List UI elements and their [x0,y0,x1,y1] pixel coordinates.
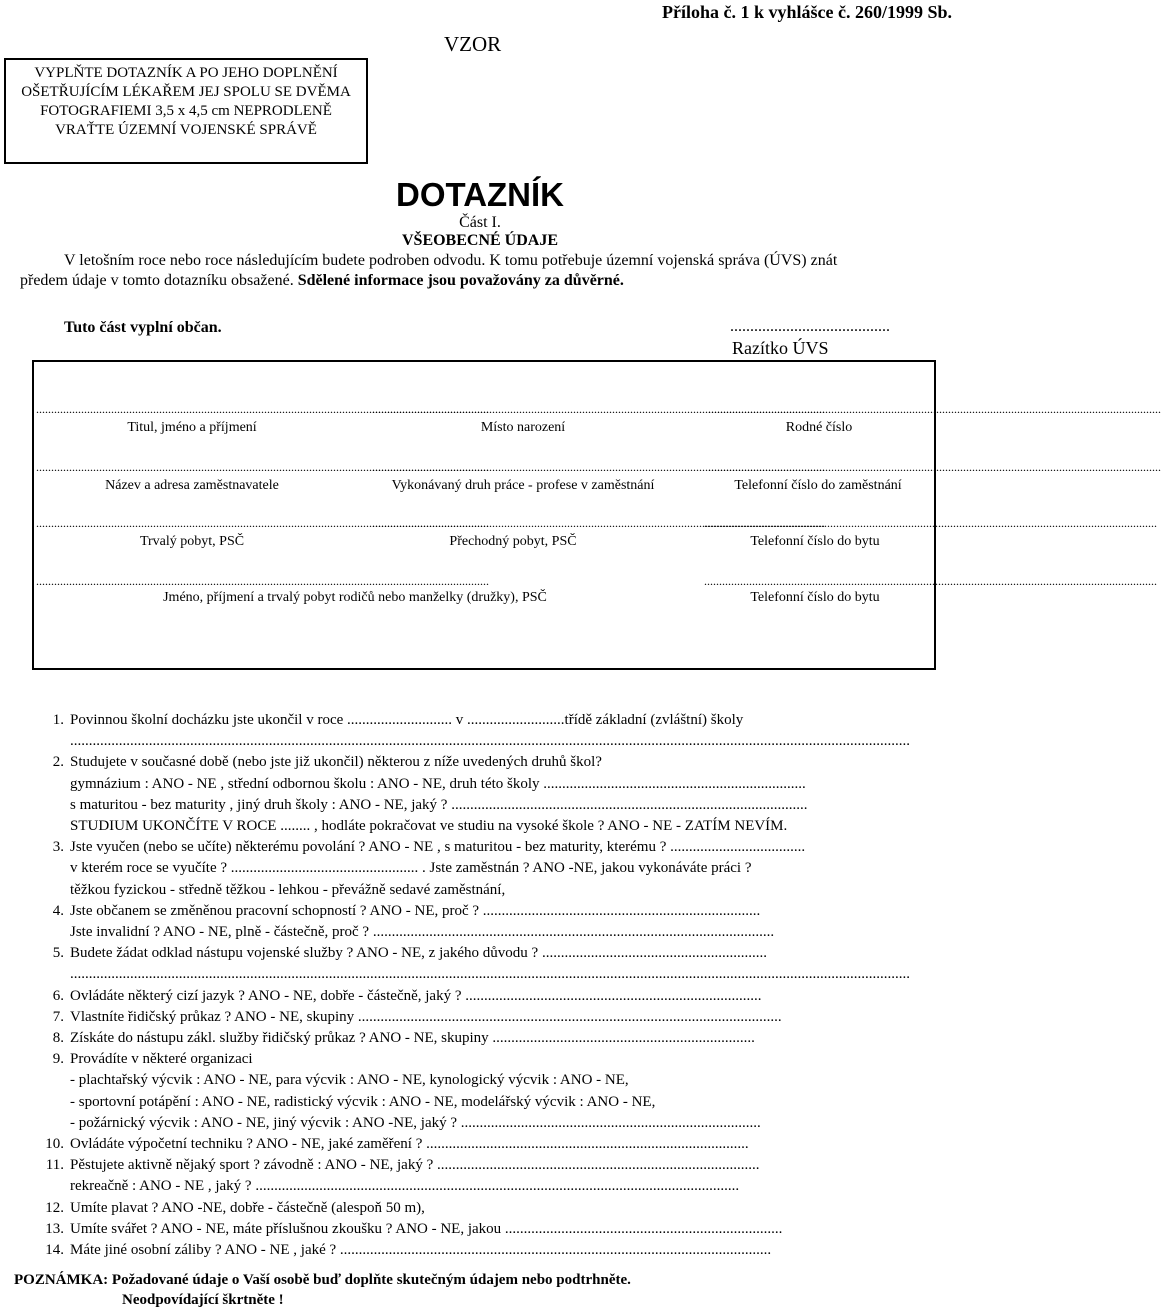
question-number: 7. [52,1008,64,1025]
citizen-fill-note: Tuto část vyplní občan. [64,319,222,336]
field-line[interactable]: ....................................................................................................................................................... [372,516,825,530]
field-line[interactable]: ....................................................................................................................................................... [708,460,1161,474]
question-text[interactable]: Jste vyučen (nebo se učíte) některému povolání ? ANO - NE , s maturitou - bez maturity, kterému ? .................................... [70,839,806,856]
question-text[interactable]: Jste invalidní ? ANO - NE, plně - částečně, proč ? ........................................................................................................... [70,924,775,940]
field-label-profession: Vykonávaný druh práce - profese v zaměstnání [391,478,655,493]
field-line[interactable]: ....................................................................................................................................................... [36,460,489,474]
field-label-work-phone: Telefonní číslo do zaměstnání [734,478,902,493]
question-text[interactable]: Umíte plavat ? ANO -NE, dobře - částečně (alespoň 50 m), [70,1199,425,1216]
instruction-box [4,58,368,164]
stamp-dotted-line: ........................................ [730,318,890,335]
question-text[interactable]: Pěstujete aktivně nějaký sport ? závodně : ANO - NE, jaký ? ...................................................................................... [70,1157,760,1174]
instruction-line: VYPLŇTE DOTAZNÍK A PO JEHO DOPLNĚNÍ [34,65,338,81]
footer-note: POZNÁMKA: Požadované údaje o Vaší osobě buď doplňte skutečným údajem nebo podtrhněte. [14,1272,631,1288]
confidentiality-note: Sdělené informace jsou považovány za důvěrné. [297,272,624,289]
question-text[interactable]: rekreačně : ANO - NE , jaký ? ................................................................................................................................. [70,1178,740,1195]
question-number: 11. [45,1157,64,1174]
question-text[interactable]: Jste občanem se změněnou pracovní schopností ? ANO - NE, proč ? .......................................................................... [70,902,761,919]
question-number: 8. [52,1030,64,1046]
question-number: 9. [52,1051,64,1068]
field-label-name: Titul, jméno a příjmení [127,420,257,435]
question-text[interactable]: Získáte do nástupu zákl. služby řidičský průkaz ? ANO - NE, skupiny ...................................................................... [70,1030,755,1046]
field-label-home-phone-2: Telefonní číslo do bytu [750,590,880,605]
field-line[interactable]: ....................................................................................................................................................... [372,402,825,416]
question-text[interactable]: s maturitou - bez maturity , jiný druh školy : ANO - NE, jaký ? ............................................................................................... [70,796,808,813]
intro-text: V letošním roce nebo roce následujícím budete podroben odvodu. K tomu potřebuje územní vojenská správa (ÚVS) znát [64,252,838,269]
question-text[interactable]: Ovládáte některý cizí jazyk ? ANO - NE, dobře - částečně, jaký ? ............................................................................... [70,987,762,1004]
footer-note-2: Neodpovídající škrtněte ! [122,1292,284,1308]
question-text[interactable]: Povinnou školní docházku jste ukončil v roce ............................ v ..........................třídě základní (zvláštní) školy [70,712,744,728]
question-text[interactable]: - plachtařský výcvik : ANO - NE, para výcvik : ANO - NE, kynologický výcvik : ANO - NE, [70,1072,629,1089]
part-label: Část I. [459,214,501,231]
question-text[interactable]: STUDIUM UKONČÍTE V ROCE ........ , hodláte pokračovat ve studiu na vysoké škole ? ANO - NE - ZATÍM NEVÍM. [70,818,788,834]
field-line[interactable]: ....................................................................................................................................................... [704,574,1157,588]
question-number: 13. [45,1220,64,1237]
question-text[interactable]: - požárnický výcvik : ANO - NE, jiný výcvik : ANO -NE, jaký ? ................................................................................ [70,1114,761,1131]
question-text[interactable]: těžkou fyzickou - středně těžkou - lehkou - převážně sedavé zaměstnání, [70,881,506,898]
field-label-parents: Jméno, příjmení a trvalý pobyt rodičů nebo manželky (družky), PSČ [163,590,547,605]
field-line[interactable]: ....................................................................................................................................................... [704,516,1157,530]
field-line[interactable]: ....................................................................................................................................................... [36,574,489,588]
intro-text-plain: předem údaje v tomto dotazníku obsažené. [20,272,298,289]
intro-text-2 [20,272,624,290]
field-label-birth-number: Rodné číslo [785,420,853,435]
question-text[interactable]: Provádíte v některé organizaci [70,1051,253,1068]
annex-reference: Příloha č. 1 k vyhlášce č. 260/1999 Sb. [661,2,952,22]
question-text[interactable]: ................................................................................................................................................................................................................................ [70,733,910,750]
question-number: 12. [45,1199,64,1216]
question-text[interactable]: Budete žádat odklad nástupu vojenské služby ? ANO - NE, z jakého důvodu ? ............................................................ [70,945,767,962]
question-text[interactable]: Vlastníte řidičský průkaz ? ANO - NE, skupiny ................................................................................................................. [70,1008,782,1025]
field-label-birthplace: Místo narození [480,420,566,435]
question-number: 4. [52,902,64,919]
document-title: DOTAZNÍK [395,176,565,213]
question-text[interactable]: Umíte svářet ? ANO - NE, máte příslušnou zkoušku ? ANO - NE, jakou .......................................................................... [70,1220,783,1237]
section-heading: VŠEOBECNÉ ÚDAJE [401,232,559,249]
instruction-line: FOTOGRAFIEMI 3,5 x 4,5 cm NEPRODLENĚ [40,103,332,119]
instruction-line: OŠETŘUJÍCÍM LÉKAŘEM JEJ SPOLU SE DVĚMA [21,84,351,100]
field-label-employer: Název a adresa zaměstnavatele [105,478,279,493]
question-text[interactable]: Máte jiné osobní záliby ? ANO - NE , jaké ? ................................................................................................................... [70,1242,772,1258]
field-line[interactable]: ....................................................................................................................................................... [36,516,489,530]
field-label-temporary-address: Přechodný pobyt, PSČ [449,534,577,549]
field-line[interactable]: ....................................................................................................................................................... [36,402,489,416]
question-number: 5. [52,945,64,962]
question-text[interactable]: v kterém roce se vyučíte ? .................................................. . Jste zaměstnán ? ANO -NE, jakou vykonáváte práci ? [70,860,752,877]
question-text[interactable]: Studujete v současné době (nebo jste již ukončil) některou z níže uvedených druhů škol? [70,754,602,771]
question-number: 2. [52,754,64,771]
question-text[interactable]: Ovládáte výpočetní techniku ? ANO - NE, jaké zaměření ? ...................................................................................... [70,1136,749,1152]
question-text[interactable]: gymnázium : ANO - NE , střední odbornou školu : ANO - NE, druh této školy ...................................................................... [70,775,806,792]
question-text[interactable]: - sportovní potápění : ANO - NE, radistický výcvik : ANO - NE, modelářský výcvik : ANO - NE, [70,1093,656,1110]
field-line[interactable]: ....................................................................................................................................................... [372,460,825,474]
field-label-home-phone: Telefonní číslo do bytu [750,534,880,549]
stamp-label: Razítko ÚVS [732,338,829,358]
instruction-line: VRAŤTE ÚZEMNÍ VOJENSKÉ SPRÁVĚ [55,122,317,138]
question-number: 6. [52,987,64,1004]
question-number: 14. [45,1242,64,1258]
field-label-permanent-address: Trvalý pobyt, PSČ [139,534,245,549]
question-text[interactable]: ................................................................................................................................................................................................................................ [70,966,910,983]
field-line[interactable]: ....................................................................................................................................................... [708,402,1161,416]
sample-watermark: VZOR [444,32,502,56]
question-number: 10. [45,1136,64,1152]
question-number: 3. [52,839,64,856]
question-number: 1. [52,712,64,728]
